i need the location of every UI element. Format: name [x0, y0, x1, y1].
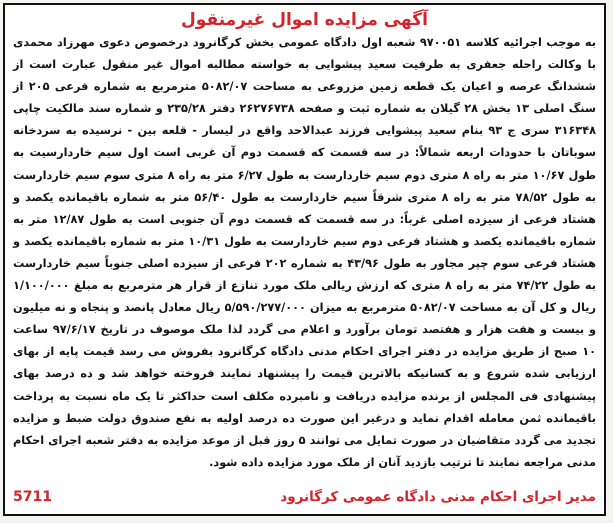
notice-code: 5711	[13, 489, 52, 505]
notice-title: آگهی مزایده اموال غیرمنقول	[181, 10, 428, 30]
legal-notice	[3, 3, 606, 516]
notice-footer	[13, 486, 596, 508]
notice-body: به موجب اجرائیه کلاسه ۹۷۰۰۵۱ شعبه اول دادگاه عمومی بخش کرگانرود درخصوص دعوی مهرزاد محمدی با وکالت راحله جعفری به طرفیت سعید پیشوایی به خواسته مطالبه اموال غیر منقول عبارت است از ششدانگ عرصه و اعیان یک قطعه زمین مزروعی به مساحت ۵۰۸۲/۰۷ مترمربع به شماره فرعی ۲۰۵ از سنگ اصلی ۱۳ بخش ۲۸ گیلان به شماره ثبت و صفحه ۲۶۲۷۶۷۳۸ دفتر ۲۳۵/۲۸ و شماره سند مالکیت چاپی ۳۱۶۳۴۸ سری ج ۹۳ بنام سعید پیشوایی فرزند عبدالاحد واقع در لیسار - قلعه بین - نرسیده به سردخانه سوباتان با حدودات اربعه شمالاً: در سه قسمت که قسمت دوم آن غربی است اول سیم خاردارسیت به طول ۱۰/۶۷ متر به راه ۸ متری دوم سیم خاردارست به طول ۶/۲۷ متر به راه ۸ متری سوم سیم خاردارست به طول ۷۸/۵۲ متر به راه ۸ متری شرقاً سیم خاردارست به طول ۵۶/۴۰ متر به شماره باقیمانده یکصد و هشتاد فرعی از سیزده اصلی غرباً: در سه قسمت که قسمت دوم آن جنوبی است به طول ۱۲/۸۷ متر به شماره باقیمانده یکصد و هشتاد فرعی دوم سیم خاردارست به طول ۱۰/۳۱ متر به شماره باقیمانده یکصد و هشتاد فرعی سوم چپر مجاور به طول ۴۳/۹۶ به شماره ۲۰۲ فرعی از سیزده اصلی جنوباً سیم خاردارست به طول ۷۴/۲۲ متر به راه ۸ متری که ارزش ریالی ملک مورد تنازع از قرار هر مترمربع به مبلغ ۱/۱۰۰/۰۰۰ ریال و کل آن به مساحت ۵۰۸۲/۰۷ مترمربع به میزان ۵/۵۹۰/۲۷۷/۰۰۰ ریال معادل پانصد و پنجاه و نه میلیون و بیست و هفت هزار و هفتصد تومان برآورد و اعلام می گردد لذا ملک موصوف در تاریخ ۹۷/۶/۱۷ ساعت ۱۰ صبح از طریق مزایده در دفتر اجرای احکام مدنی دادگاه کرگانرود بفروش می رسد قیمت پایه از بهای ارزیابی شده شروع و به کسانیکه بالاترین قیمت را پیشنهاد نمایند فروخته خواهد شد و ده درصد بهای پیشنهادی فی المجلس از برنده مزایده دریافت و نامبرده مکلف است حداکثر تا یک ماه نسبت به پرداخت باقیمانده ثمن معامله اقدام نماید و درغیر این صورت ده درصد اولیه به نفع صندوق دولت ضبط و مزایده تجدید می گردد متقاضیان در صورت تمایل می توانند ۵ روز قبل از موعد مزایده به دفتر شعبه اجرای احکام مدنی مراجعه نمایند تا ترتیب بازدید آنان از ملک مورد مزایده داده شود.	[13, 36, 597, 469]
signature-line: مدیر اجرای احکام مدنی دادگاه عمومی کرگانرود	[280, 489, 596, 505]
